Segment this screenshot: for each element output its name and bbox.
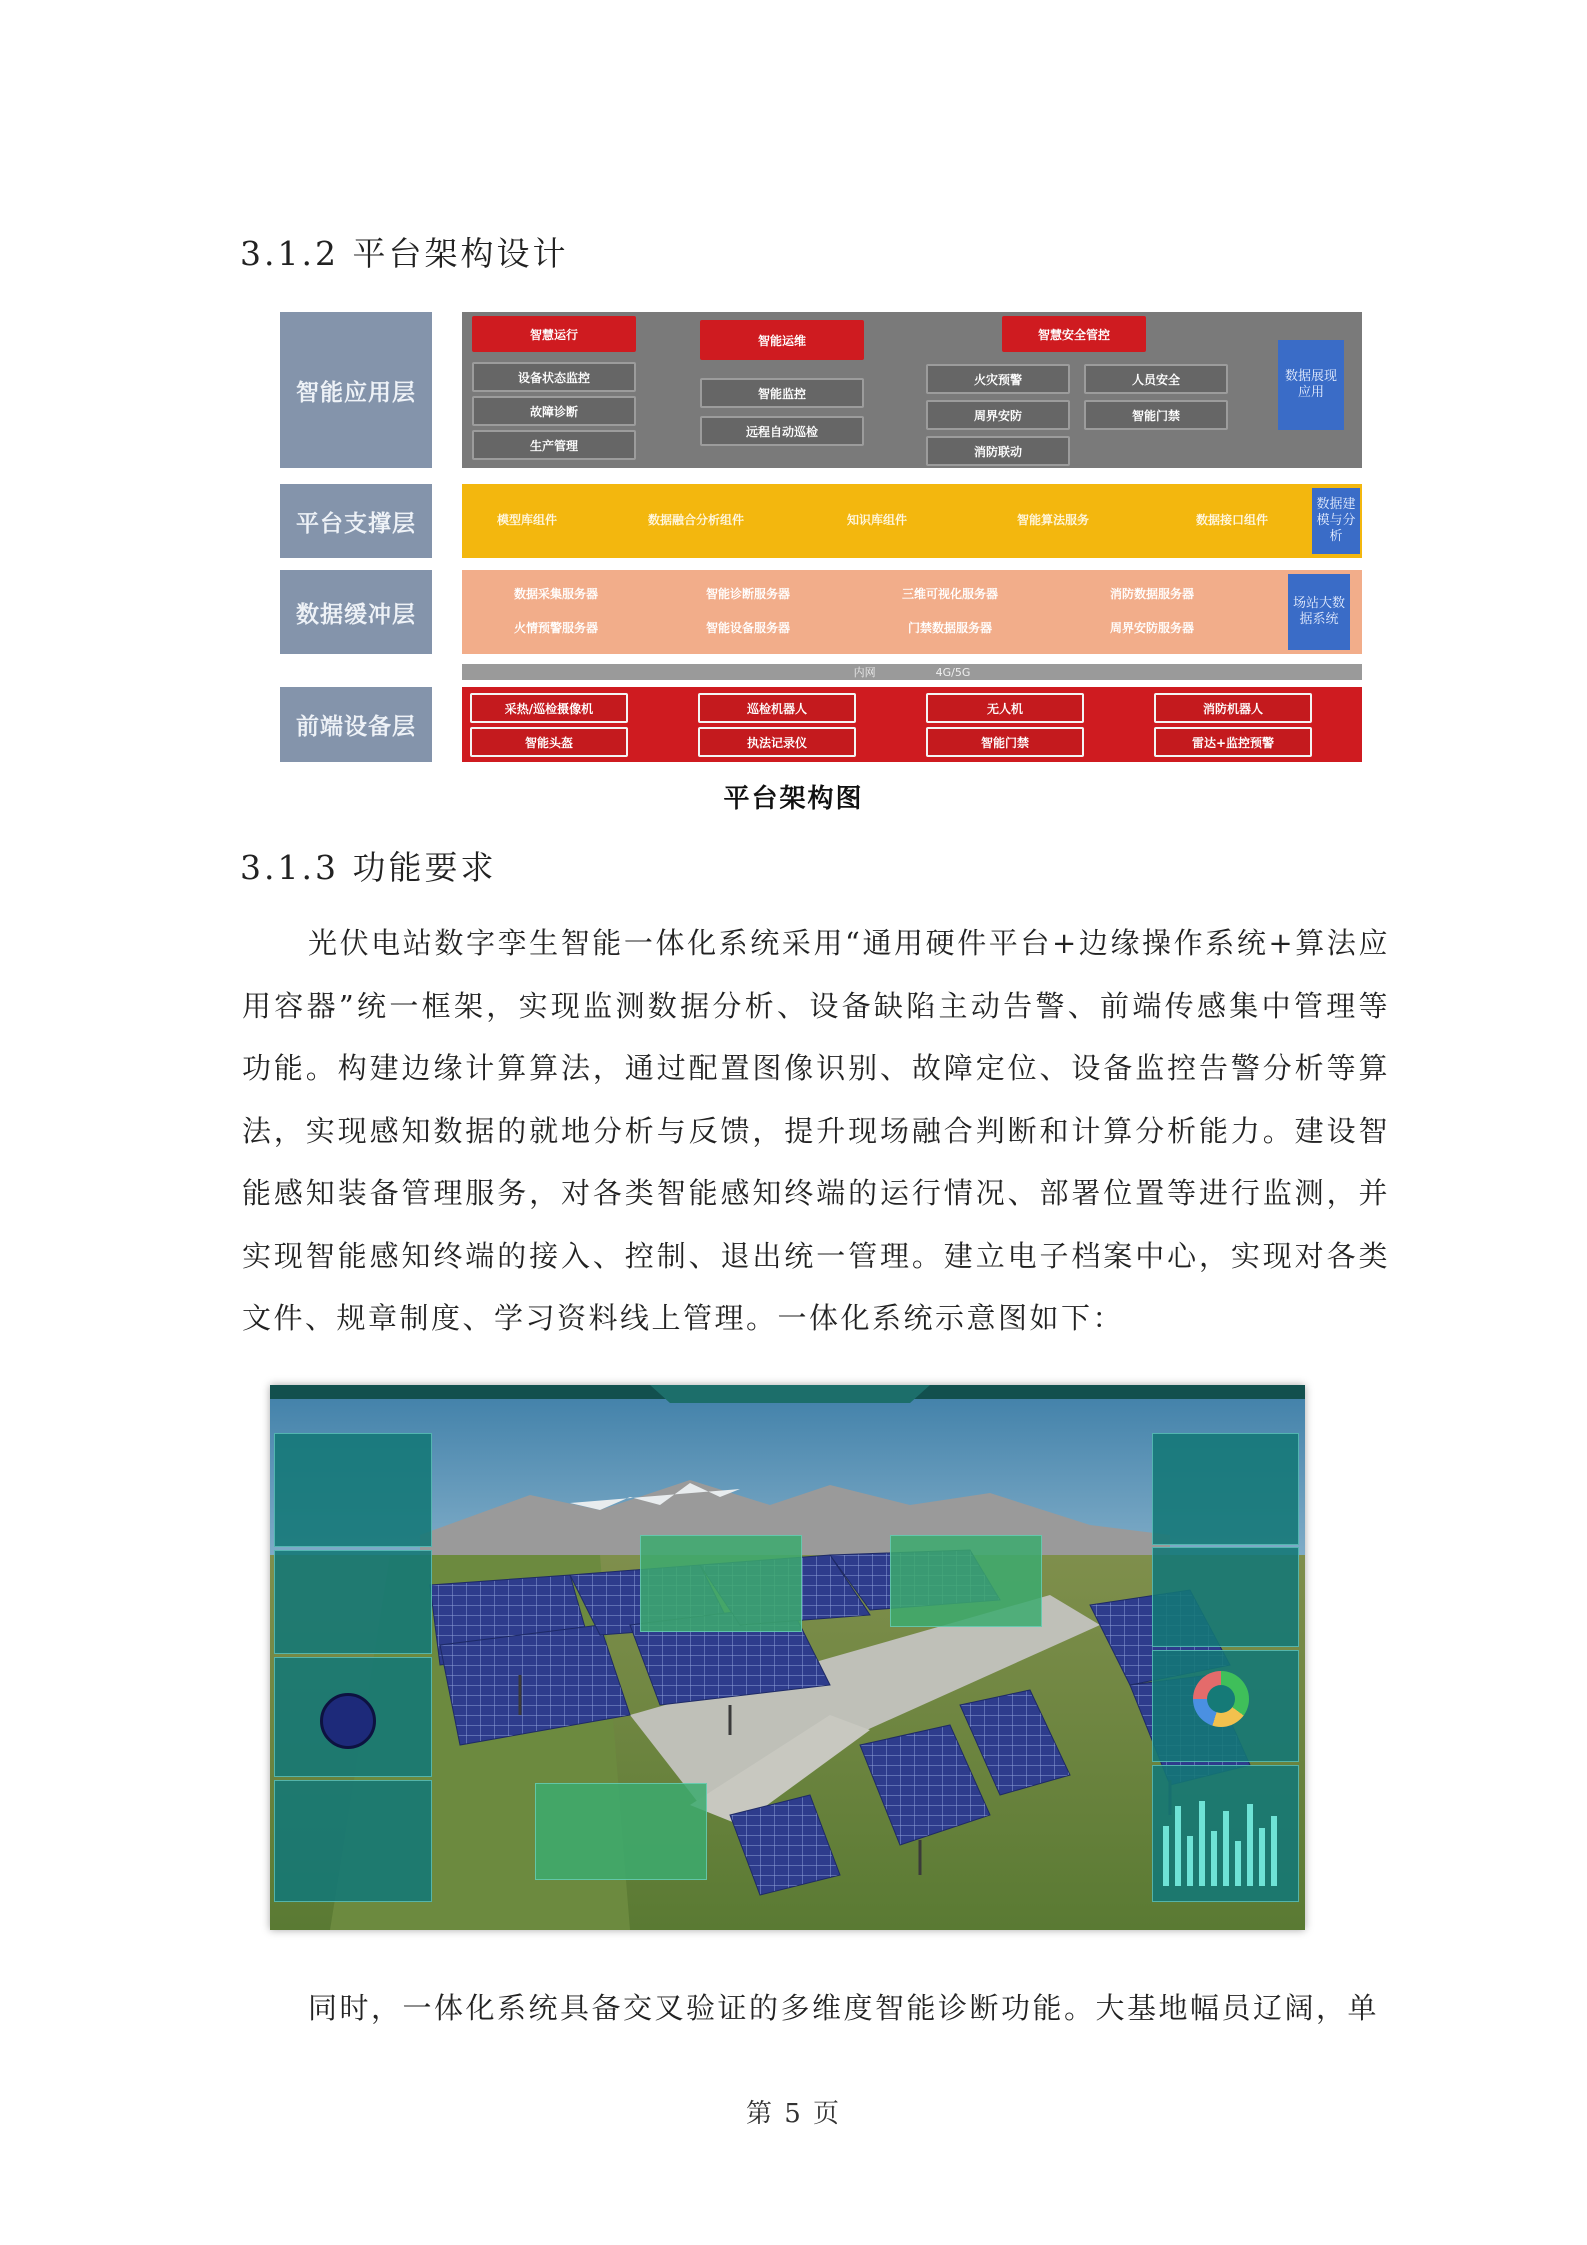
buffer-layer-band	[462, 570, 1362, 654]
app-item: 设备状态监控	[472, 362, 636, 392]
front-item: 执法记录仪	[698, 727, 856, 757]
front-item: 巡检机器人	[698, 693, 856, 723]
support-item: 数据接口组件	[1162, 506, 1302, 532]
network-label-intranet: 内网	[853, 666, 876, 679]
buffer-item: 数据采集服务器	[476, 580, 636, 606]
diagram-caption: 平台架构图	[723, 784, 864, 814]
twin-panel-stats	[274, 1433, 432, 1547]
buffer-item: 消防数据服务器	[1072, 580, 1232, 606]
buffer-item: 火情预警服务器	[476, 614, 636, 640]
network-bar	[462, 664, 1362, 680]
front-item: 智能门禁	[926, 727, 1084, 757]
support-side-box: 数据建模与分析	[1312, 488, 1360, 554]
body-paragraph-continued: 同时，一体化系统具备交叉验证的多维度智能诊断功能。大基地幅员辽阔，单	[308, 1991, 1380, 2025]
layer-label-support: 平台支撑层	[280, 484, 432, 558]
buffer-side-box: 场站大数据系统	[1288, 574, 1350, 650]
twin-panel-donut	[1152, 1650, 1299, 1762]
bar-sparkline-icon	[1153, 1766, 1298, 1901]
buffer-item: 智能设备服务器	[668, 614, 828, 640]
layer-label-app: 智能应用层	[280, 312, 432, 468]
app-item: 周界安防	[926, 400, 1070, 430]
app-side-box: 数据展现应用	[1278, 340, 1344, 430]
buffer-item: 门禁数据服务器	[870, 614, 1030, 640]
support-layer-band	[462, 484, 1362, 558]
section-heading-3-1-2: 3.1.2 平台架构设计	[240, 234, 569, 273]
platform-architecture-diagram	[280, 312, 1370, 762]
digital-twin-screenshot	[270, 1385, 1305, 1930]
front-item: 消防机器人	[1154, 693, 1312, 723]
app-item: 火灾预警	[926, 364, 1070, 394]
app-item: 消防联动	[926, 436, 1070, 466]
app-group-head: 智慧运行	[472, 316, 636, 352]
app-item: 生产管理	[472, 430, 636, 460]
page-number: 第 5 页	[745, 2099, 842, 2129]
front-item: 智能头盔	[470, 727, 628, 757]
support-item: 知识库组件	[802, 506, 952, 532]
twin-popup-3	[535, 1783, 707, 1880]
twin-panel-globe	[274, 1657, 432, 1777]
layer-label-front: 前端设备层	[280, 687, 432, 762]
app-layer-band	[462, 312, 1362, 468]
twin-popup-1	[640, 1535, 802, 1632]
body-paragraph: 光伏电站数字孪生智能一体化系统采用“通用硬件平台+边缘操作系统+算法应用容器”统一框架，实现监测数据分析、设备缺陷主动告警、前端传感集中管理等功能。构建边缘计算算法，通过配置图像识别、故障定位、设备监控告警分析等算法，实现感知数据的就地分析与反馈，提升现场融合判断和计算分析能力。建设智能感知装备管理服务，对各类智能感知终端的运行情况、部署位置等进行监测，并实现智能感知终端的接入、控制、退出统一管理。建立电子档案中心，实现对各类文件、规章制度、学习资料线上管理。一体化系统示意图如下：	[242, 926, 1390, 1335]
section-heading-3-1-3: 3.1.3 功能要求	[240, 848, 497, 887]
app-item: 人员安全	[1084, 364, 1228, 394]
app-group-head: 智能运维	[700, 320, 864, 360]
twin-panel-table	[274, 1780, 432, 1902]
front-layer-band	[462, 687, 1362, 762]
donut-chart-icon	[1193, 1671, 1249, 1727]
buffer-item: 周界安防服务器	[1072, 614, 1232, 640]
twin-panel-curve	[1152, 1547, 1299, 1647]
support-item: 模型库组件	[472, 506, 582, 532]
twin-panel-power	[1152, 1433, 1299, 1545]
buffer-item: 智能诊断服务器	[668, 580, 828, 606]
front-item: 采热/巡检摄像机	[470, 693, 628, 723]
app-item: 故障诊断	[472, 396, 636, 426]
support-item: 数据融合分析组件	[596, 506, 796, 532]
app-group-head: 智慧安全管控	[1002, 316, 1146, 352]
support-item: 智能算法服务	[958, 506, 1148, 532]
globe-icon	[320, 1693, 376, 1749]
twin-panel-weather	[274, 1550, 432, 1654]
app-item: 智能门禁	[1084, 400, 1228, 430]
buffer-item: 三维可视化服务器	[870, 580, 1030, 606]
app-item: 智能监控	[700, 378, 864, 408]
twin-panel-bars	[1152, 1765, 1299, 1902]
app-item: 远程自动巡检	[700, 416, 864, 446]
network-label-4g5g: 4G/5G	[935, 665, 971, 679]
twin-popup-2	[890, 1535, 1042, 1627]
front-item: 雷达+监控预警	[1154, 727, 1312, 757]
layer-label-buffer: 数据缓冲层	[280, 570, 432, 654]
front-item: 无人机	[926, 693, 1084, 723]
